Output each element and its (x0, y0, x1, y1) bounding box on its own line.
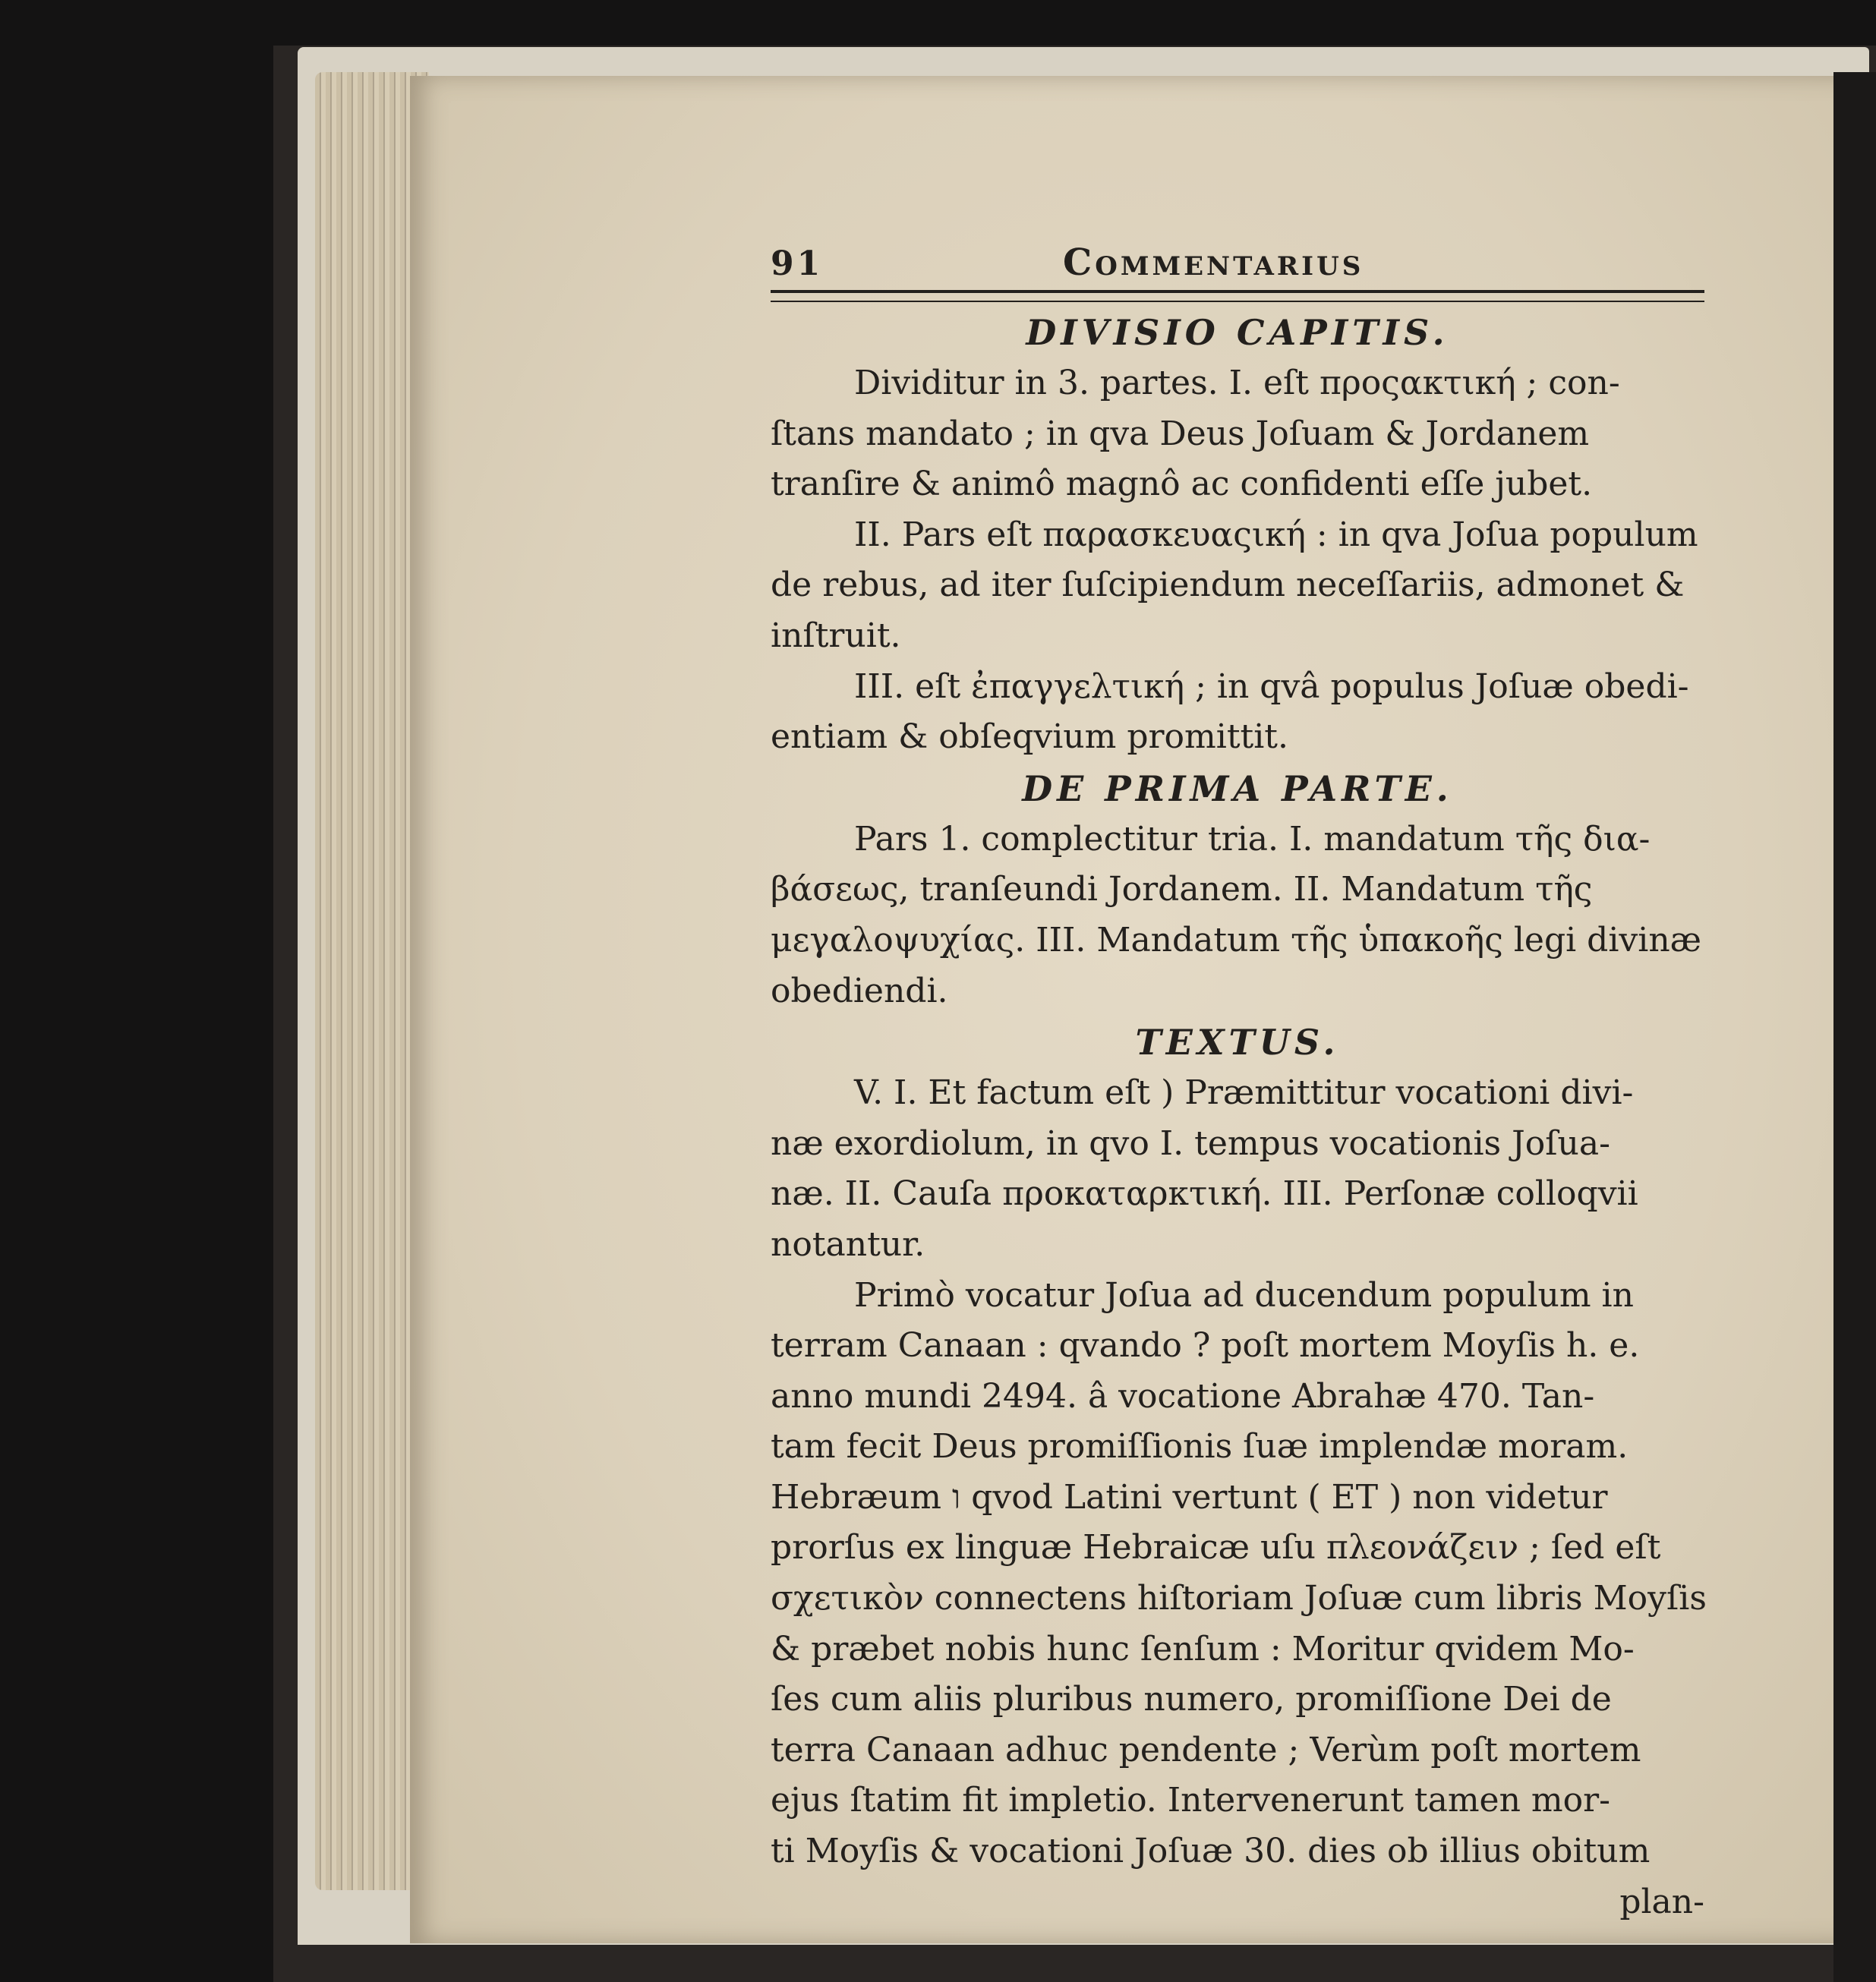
catchword: plan- (1619, 1882, 1704, 1921)
text-line: de rebus, ad iter ſuſcipiendum neceſſariis, admonet & (771, 566, 1685, 605)
text-line: prorſus ex linguæ Hebraicæ uſu πλεονάζειν ; ſed eſt (771, 1528, 1661, 1568)
text-line: notantur. (771, 1224, 925, 1264)
section-heading-divisio: DIVISIO CAPITIS. (1026, 312, 1449, 353)
text-line: næ. II. Cauſa προκαταρκτική. III. Perſonæ colloqvii (771, 1174, 1638, 1214)
text-line: obediendi. (771, 971, 948, 1010)
text-line: ejus ſtatim fit impletio. Intervenerunt tamen mor- (771, 1781, 1611, 1820)
text-line: anno mundi 2494. â vocatione Abrahæ 470. Tan- (771, 1376, 1595, 1416)
text-line: Primò vocatur Joſua ad ducendum populum in (854, 1275, 1634, 1315)
right-background-strip (1833, 72, 1876, 1982)
text-line: III. eſt ἐπαγγελτική ; in qvâ populus Joſuæ obedi- (854, 666, 1689, 706)
paragraph (771, 510, 1704, 662)
text-line: βάσεως, tranſeundi Jordanem. II. Mandatum τῆς (771, 870, 1593, 909)
text-line: terra Canaan adhuc pendente ; Verùm poſt mortem (771, 1730, 1641, 1769)
section-heading-prima-parte: DE PRIMA PARTE. (1022, 767, 1453, 809)
paragraph (771, 662, 1704, 763)
paragraph (771, 1068, 1704, 1270)
folio-number: 91 (771, 244, 824, 283)
text-line: Dividitur in 3. partes. I. eſt προςακτική ; con- (854, 364, 1620, 402)
text-line: & præbet nobis hunc ſenſum : Moritur qvidem Mo- (771, 1629, 1635, 1668)
running-title: Commentarius (1063, 241, 1364, 284)
paragraph (771, 1271, 1707, 1877)
running-head (771, 241, 1704, 290)
text-line: tam fecit Deus promiſſionis ſuæ implendæ moram. (771, 1427, 1628, 1467)
text-line: ſes cum aliis pluribus numero, promiſſione Dei de (771, 1680, 1612, 1719)
text-line: ſtans mandato ; in qva Deus Joſuam & Jordanem (771, 414, 1590, 453)
text-line: entiam & obſeqvium promittit. (771, 717, 1288, 757)
paragraph (771, 358, 1704, 510)
text-line: V. I. Et factum eſt ) Præmittitur vocationi divi- (854, 1073, 1634, 1113)
text-line: σχετικὸν connectens hiſtoriam Joſuæ cum libris Moyſis (771, 1579, 1707, 1618)
text-line: μεγαλοψυχίας. III. Mandatum τῆς ὑπακοῆς legi divinæ (771, 920, 1702, 959)
text-line: Pars 1. complectitur tria. I. mandatum τῆς δια- (854, 819, 1651, 859)
text-line: inſtruit. (771, 616, 901, 655)
text-line: næ exordiolum, in qvo I. tempus vocationis Joſua- (771, 1123, 1610, 1163)
section-heading-textus: TEXTUS. (1135, 1022, 1340, 1063)
paragraph (771, 815, 1704, 1016)
text-line: Hebræum ו qvod Latini vertunt ( ET ) non videtur (771, 1477, 1608, 1517)
head-rule (771, 290, 1704, 302)
text-line: terram Canaan : qvando ? poſt mortem Moyſis h. e. (771, 1326, 1640, 1366)
text-line: II. Pars eſt παρασκευαςική : in qva Joſua populum (854, 515, 1698, 554)
text-line: ti Moyſis & vocationi Joſuæ 30. dies ob illius obitum (771, 1832, 1651, 1871)
text-line: tranſire & animô magnô ac confidenti eſſe jubet. (771, 465, 1593, 504)
page-text-block (771, 241, 1707, 1927)
